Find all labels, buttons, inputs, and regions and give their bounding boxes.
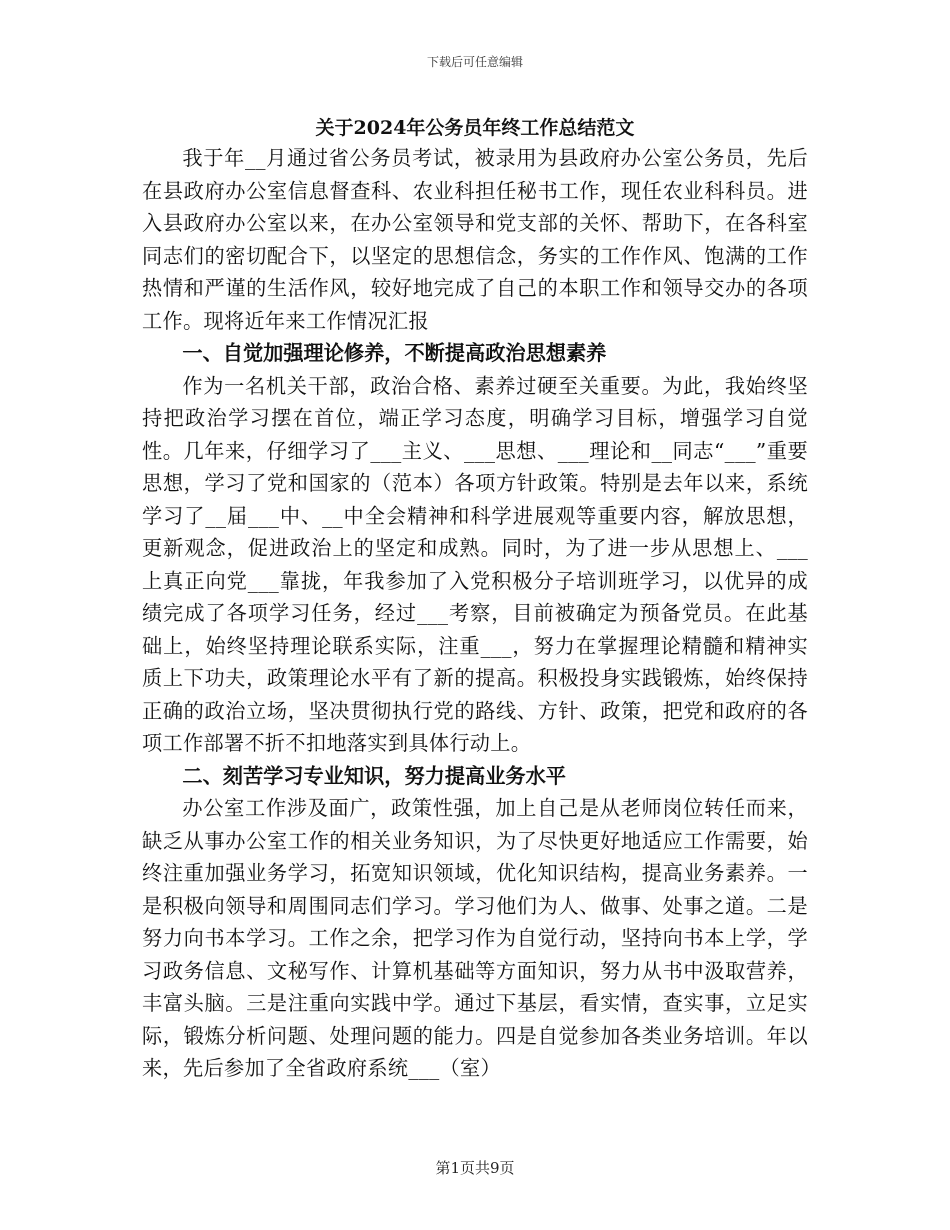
section-paragraph-2: 办公室工作涉及面广，政策性强，加上自己是从老师岗位转任而来，缺乏从事办公室工作的相关业务知识，为了尽快更好地适应工作需要，始终注重加强业务学习，拓宽知识领域，优化知识结构，提高业务素养。一是积极向领导和周围同志们学习。学习他们为人、做事、处事之道。二是努力向书本学习。工作之余，把学习作为自觉行动，坚持向书本上学，学习政务信息、文秘写作、计算机基础等方面知识，努力从书中汲取营养，丰富头脑。三是注重向实践中学。通过下基层，看实情，查实事，立足实际，锻炼分析问题、处理问题的能力。四是自觉参加各类业务培训。年以来，先后参加了全省政府系统___（室） xyxy=(142,796,808,1080)
section-heading-1: 一、自觉加强理论修养，不断提高政治思想素养 xyxy=(182,341,607,365)
document-body xyxy=(142,142,808,1085)
section-paragraph-1: 作为一名机关干部，政治合格、素养过硬至关重要。为此，我始终坚持把政治学习摆在首位，端正学习态度，明确学习目标，增强学习自觉性。几年来，仔细学习了___主义、___思想、___理论和__同志“___”重要思想，学习了党和国家的（范本）各项方针政策。特别是去年以来，系统学习了__届___中、__中全会精神和科学进展观等重要内容，解放思想，更新观念，促进政治上的坚定和成熟。同时，为了进一步从思想上、___上真正向党___靠拢，年我参加了入党积极分子培训班学习，以优异的成绩完成了各项学习任务，经过___考察，目前被确定为预备党员。在此基础上，始终坚持理论联系实际，注重___，努力在掌握理论精髓和精神实质上下功夫，政策理论水平有了新的提高。积极投身实践锻炼，始终保持正确的政治立场，坚决贯彻执行党的路线、方针、政策，把党和政府的各项工作部署不折不扣地落实到具体行动上。 xyxy=(142,373,808,755)
intro-paragraph: 我于年__月通过省公务员考试，被录用为县政府办公室公务员，先后在县政府办公室信息督查科、农业科担任秘书工作，现任农业科科员。进入县政府办公室以来，在办公室领导和党支部的关怀、帮助下，在各科室同志们的密切配合下，以坚定的思想信念，务实的工作作风、饱满的工作热情和严谨的生活作风，较好地完成了自己的本职工作和领导交办的各项工作。现将近年来工作情况汇报 xyxy=(142,146,808,333)
header-note: 下载后可任意编辑 xyxy=(426,55,523,69)
page-footer: 第1页共9页 xyxy=(435,1159,515,1177)
section-heading-2: 二、刻苦学习专业知识，努力提高业务水平 xyxy=(182,763,566,788)
document-title: 关于2024年公务员年终工作总结范文 xyxy=(315,117,635,139)
